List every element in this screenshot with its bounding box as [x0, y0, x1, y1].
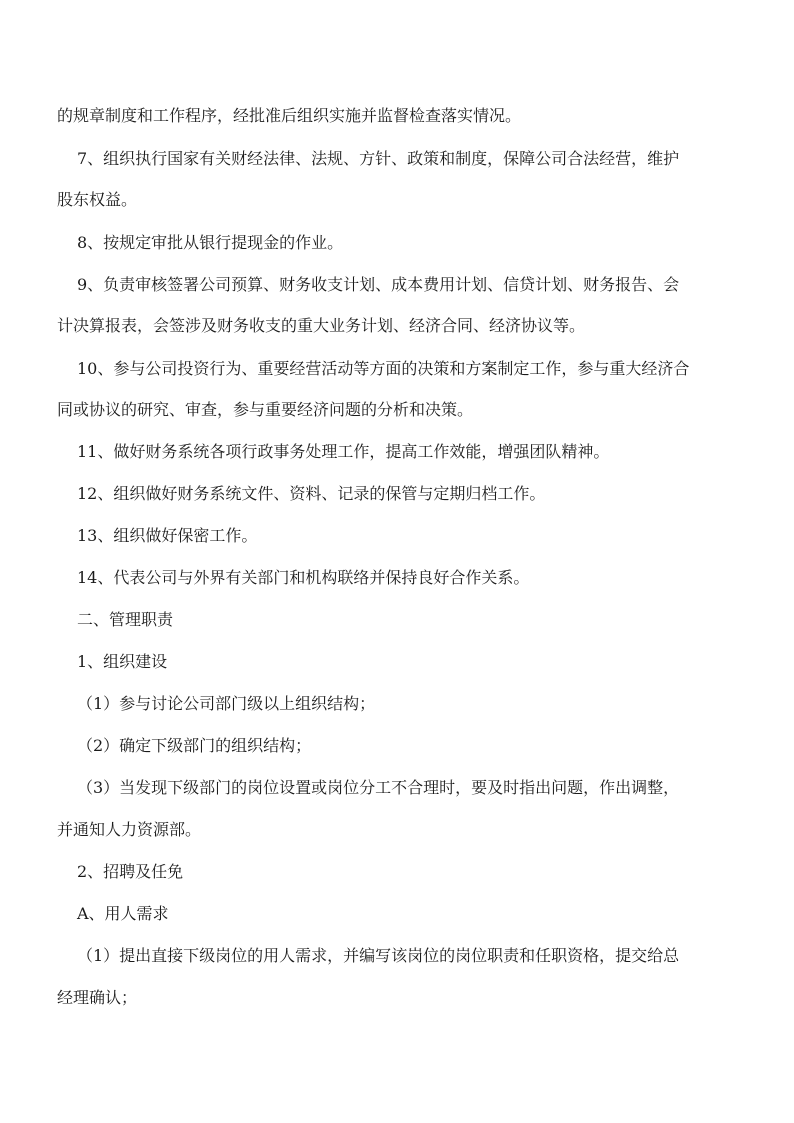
paragraph-line: 11、做好财务系统各项行政事务处理工作，提高工作效能，增强团队精神。 — [77, 442, 610, 461]
paragraph-line: 7、组织执行国家有关财经法律、法规、方针、政策和制度，保障公司合法经营，维护 — [77, 149, 680, 168]
paragraph-line: 12、组织做好财务系统文件、资料、记录的保管与定期归档工作。 — [77, 484, 546, 503]
paragraph-line: 的规章制度和工作程序，经批准后组织实施并监督检查落实情况。 — [57, 106, 522, 125]
paragraph-line: （3）当发现下级部门的岗位设置或岗位分工不合理时，要及时指出问题，作出调整， — [77, 778, 680, 797]
paragraph-line: （2）确定下级部门的组织结构； — [77, 736, 312, 755]
paragraph-line: 10、参与公司投资行为、重要经营活动等方面的决策和方案制定工作，参与重大经济合 — [77, 359, 690, 378]
paragraph-line: 13、组织做好保密工作。 — [77, 526, 258, 545]
section-heading: 二、管理职责 — [77, 610, 174, 629]
paragraph-line: 经理确认； — [57, 988, 138, 1007]
subsection-heading: A、用人需求 — [77, 904, 169, 923]
paragraph-line: 8、按规定审批从银行提现金的作业。 — [77, 233, 344, 252]
paragraph-line: 同或协议的研究、审查，参与重要经济问题的分析和决策。 — [57, 400, 474, 419]
paragraph-line: （1）参与讨论公司部门级以上组织结构； — [77, 694, 376, 713]
paragraph-line: 股东权益。 — [57, 190, 138, 209]
paragraph-line: （1）提出直接下级岗位的用人需求，并编写该岗位的岗位职责和任职资格，提交给总 — [77, 946, 680, 965]
paragraph-line: 14、代表公司与外界有关部门和机构联络并保持良好合作关系。 — [77, 568, 530, 587]
paragraph-line: 计决算报表，会签涉及财务收支的重大业务计划、经济合同、经济协议等。 — [57, 316, 586, 335]
paragraph-line: 9、负责审核签署公司预算、财务收支计划、成本费用计划、信贷计划、财务报告、会 — [77, 275, 680, 294]
subsection-heading: 1、组织建设 — [77, 652, 168, 671]
paragraph-line: 并通知人力资源部。 — [57, 820, 202, 839]
subsection-heading: 2、招聘及任免 — [77, 862, 184, 881]
